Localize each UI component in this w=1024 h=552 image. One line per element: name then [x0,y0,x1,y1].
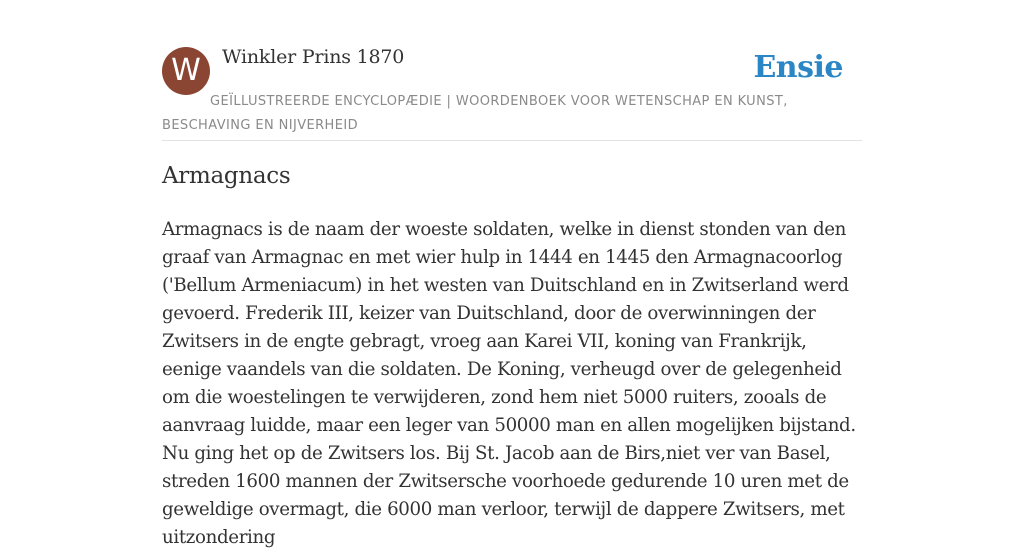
avatar[interactable]: W [162,47,210,95]
article-body: Armagnacs is de naam der woeste soldaten, welke in dienst stonden van den graaf van Armagnac en met wier hulp in 1444 en 1445 den Armagnacoorlog ('Bellum Armeniacum) in het westen van Duitschland en in Zwitserland werd gevoerd. Frederik III, keizer van Duitschland, door de overwinningen der Zwitsers in de engte gebragt, vroeg aan Karei VII, koning van Frankrijk, eenige vaandels van die soldaten. De Koning, verheugd over de gelegenheid om die woestelingen te verwijderen, zond hem niet 5000 ruiters, zooals de aanvraag luidde, maar een leger van 50000 man en allen mogelijken bijstand. Nu ging het op de Zwitsers los. Bij St. Jacob aan de Birs,niet ver van Basel, streden 1600 mannen der Zwitsersche voorhoede gedurende 10 uren met de geweldige overmagt, die 6000 man verloor, terwijl de dappere Zwitsers, met uitzondering [162,219,856,548]
brand-logo[interactable]: Ensie [753,50,843,85]
source-header [162,44,862,141]
source-title[interactable]: Winkler Prins 1870 [222,46,405,68]
article-title: Armagnacs [162,163,291,189]
source-subtitle: GEÏLLUSTREERDE ENCYCLOPÆDIE | WOORDENBOEK VOOR WETENSCHAP EN KUNST, BESCHAVING EN NIJVERHEID [162,94,788,133]
